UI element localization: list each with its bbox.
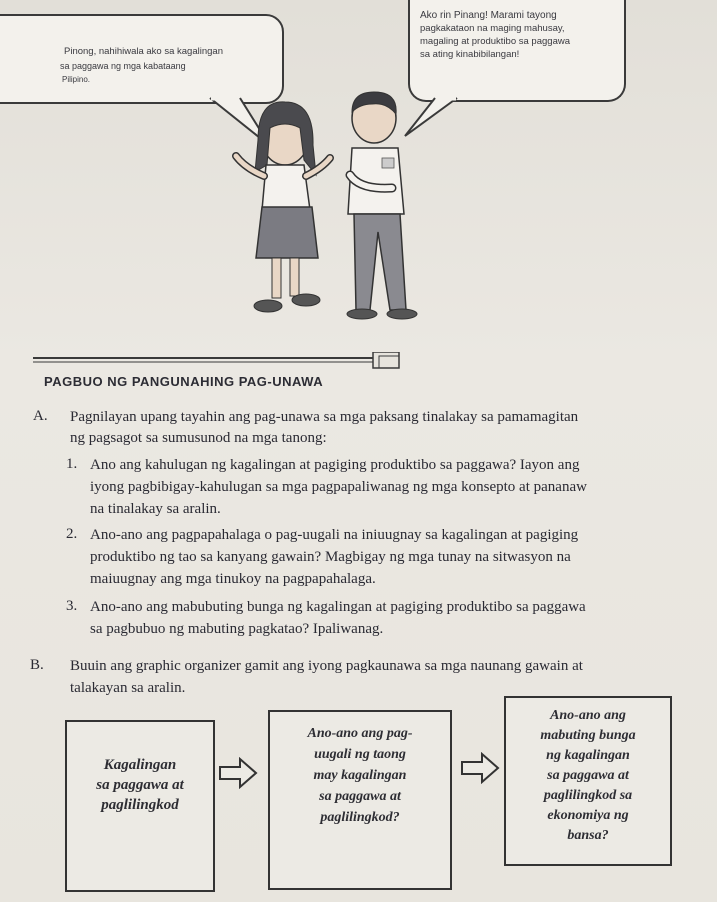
question-2-line3: maiuugnay ang mga tinukoy na pagpapahalaga. [90, 571, 376, 587]
organizer-box-paguugali [268, 710, 452, 890]
bubble-left-line2: sa paggawa ng mga kabataang [60, 61, 186, 71]
question-1-number: 1. [66, 456, 78, 472]
box2-line4: sa paggawa at [319, 789, 401, 804]
bubble-right-line3: magaling at produktibo sa paggawa [420, 36, 570, 47]
bubble-right-line4: sa ating kinabibilangan! [420, 49, 520, 60]
boy-figure [347, 92, 417, 319]
part-b-line1: Buuin ang graphic organizer gamit ang iyong pagkaunawa sa mga naunang gawain at [70, 658, 583, 674]
part-a-intro-line2: ng pagsagot sa sumusunod na mga tanong: [70, 430, 327, 446]
students-illustration [0, 0, 717, 360]
part-a-label: A. [33, 408, 48, 424]
box2-line3: may kagalingan [313, 768, 407, 783]
question-3-line1: Ano-ano ang mabubuting bunga ng kagalingan at pagiging produktibo sa paggawa [90, 599, 586, 615]
box1-line2: sa paggawa at [96, 777, 184, 793]
question-2-line2: produktibo ng tao sa kanyang gawain? Magbigay ng mga tunay na sitwasyon na [90, 549, 571, 565]
right-arrow-icon [460, 752, 500, 784]
question-3-number: 3. [66, 598, 78, 614]
question-1-line1: Ano ang kahulugan ng kagalingan at pagiging produktibo sa paggawa? Iayon ang [90, 457, 580, 473]
box3-line2: mabuting bunga [540, 728, 636, 743]
box1-line3: paglilingkod [101, 797, 179, 813]
part-a-intro-line1: Pagnilayan upang tayahin ang pag-unawa sa mga paksang tinalakay sa pamamagitan [70, 409, 579, 425]
part-b-label: B. [30, 657, 44, 673]
organizer-box-kagalingan [65, 720, 215, 892]
right-arrow-icon [218, 757, 258, 789]
box2-line2: uugali ng taong [314, 747, 406, 762]
box1-line1: Kagalingan [103, 757, 177, 773]
girl-figure [236, 102, 330, 312]
box3-line6: ekonomiya ng [547, 808, 629, 823]
question-2-number: 2. [66, 526, 78, 542]
box3-line5: paglilingkod sa [543, 788, 633, 803]
question-3-line2: sa pagbubuo ng mabuting pagkatao? Ipaliwanag. [90, 621, 384, 637]
box3-line7: bansa? [567, 828, 609, 843]
organizer-box-bunga [504, 696, 672, 866]
box2-line5: paglilingkod? [320, 810, 400, 825]
bubble-right-line1: Ako rin Pinang! Marami tayong [420, 10, 557, 21]
box3-line1: Ano-ano ang [550, 708, 626, 723]
box2-line1: Ano-ano ang pag- [307, 726, 413, 741]
question-2-line1: Ano-ano ang pagpapahalaga o pag-uugali na iniuugnay sa kagalingan at pagiging [90, 527, 579, 543]
question-1-line3: na tinalakay sa aralin. [90, 501, 221, 517]
bubble-left-line3: Pilipino. [62, 75, 91, 84]
box3-line4: sa paggawa at [547, 768, 629, 783]
box3-line3: ng kagalingan [546, 748, 630, 763]
bubble-left-line1: Pinong, nahihiwala ako sa kagalingan [64, 46, 223, 57]
part-b-line2: talakayan sa aralin. [70, 680, 186, 696]
question-1-line2: iyong pagbibigay-kahulugan sa mga pagpapaliwanag ng mga konsepto at pananaw [90, 479, 587, 495]
bubble-right-line2: pagkakataon na maging mahusay, [420, 23, 565, 34]
section-title: PAGBUO NG PANGUNAHING PAG-UNAWA [44, 374, 324, 389]
